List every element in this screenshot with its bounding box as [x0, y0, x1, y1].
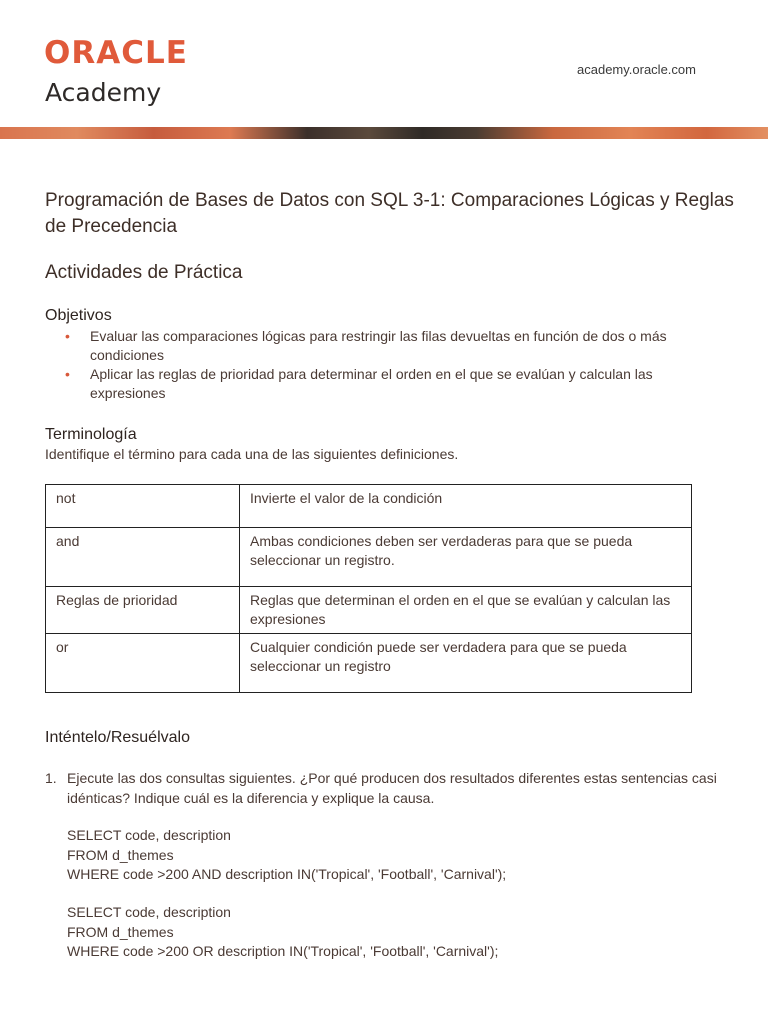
try-it-heading: Inténtelo/Resuélvalo [45, 729, 190, 746]
definition-cell: Reglas que determinan el orden en el que se evalúan y calculan las expresiones [240, 587, 692, 634]
terminology-table [45, 484, 692, 693]
list-item: • Aplicar las reglas de prioridad para determinar el orden en el que se evalúan y calculan las expresiones [45, 365, 725, 403]
term-cell: not [46, 485, 240, 528]
table-row [46, 634, 692, 693]
decorative-banner [0, 127, 768, 139]
list-item: • Evaluar las comparaciones lógicas para restringir las filas devueltas en función de dos o más condiciones [45, 327, 725, 365]
table-row [46, 528, 692, 587]
table-row [46, 587, 692, 634]
question-text: Ejecute las dos consultas siguientes. ¿Por qué producen dos resultados diferentes estas sentencias casi idénticas? Indique cuál es la diferencia y explique la causa. [67, 770, 717, 806]
sql-line: WHERE code >200 OR description IN('Tropical', 'Football', 'Carnival'); [67, 943, 499, 959]
objectives-list [45, 327, 725, 403]
term-cell: Reglas de prioridad [46, 587, 240, 634]
sql-line: FROM d_themes [67, 923, 174, 940]
terminology-heading: Terminología [45, 426, 137, 443]
sql-query-or [67, 903, 498, 962]
term-cell: or [46, 634, 240, 693]
question-number: 1. [45, 770, 57, 786]
site-url: academy.oracle.com [577, 62, 696, 77]
sql-line: WHERE code >200 AND description IN('Tropical', 'Football', 'Carnival'); [67, 866, 507, 882]
terminology-instruction: Identifique el término para cada una de las siguientes definiciones. [45, 446, 459, 462]
term-cell: and [46, 528, 240, 587]
academy-logo-text: Academy [45, 78, 162, 107]
document-subtitle: Actividades de Práctica [45, 262, 243, 283]
sql-query-and [67, 826, 506, 885]
definition-cell: Invierte el valor de la condición [240, 485, 692, 528]
table-row [46, 485, 692, 528]
document-title: Programación de Bases de Datos con SQL 3-1: Comparaciones Lógicas y Reglas de Precedencia [45, 190, 734, 237]
page-header [0, 0, 768, 140]
sql-line: FROM d_themes [67, 846, 174, 863]
sql-line: SELECT code, description [67, 904, 231, 920]
objectives-heading: Objetivos [45, 307, 112, 324]
sql-line: SELECT code, description [67, 827, 231, 843]
oracle-logo: ORACLE [44, 35, 188, 71]
definition-cell: Cualquier condición puede ser verdadera para que se pueda seleccionar un registro [240, 634, 692, 693]
question-item [45, 768, 725, 808]
definition-cell: Ambas condiciones deben ser verdaderas para que se pueda seleccionar un registro. [240, 528, 692, 587]
